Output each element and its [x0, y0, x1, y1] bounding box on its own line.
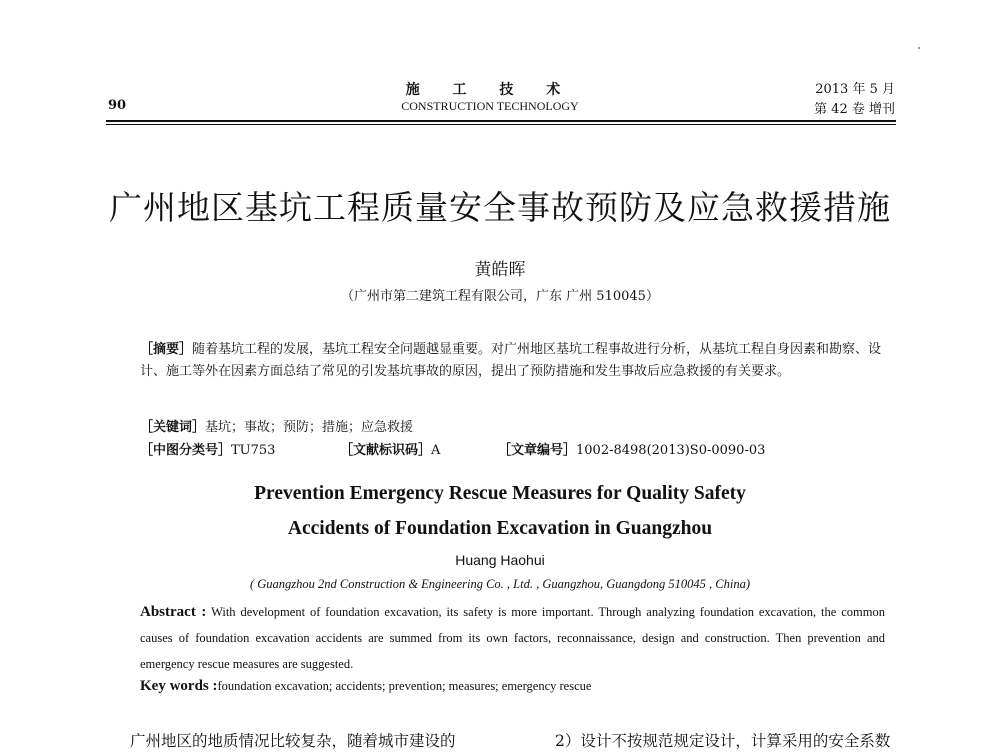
body-text-right-column: 2）设计不按规范规定设计，计算采用的安全系数 — [555, 732, 891, 750]
clc-value: TU753 — [231, 443, 276, 458]
abstract-en-label: Abstract : — [140, 604, 207, 620]
keywords-en-label: Key words : — [140, 678, 218, 694]
clc-label: ［中图分类号］ — [140, 443, 232, 458]
article-title-en — [0, 476, 1000, 546]
author-name-en: Huang Haohui — [455, 552, 545, 568]
keywords-en — [140, 678, 591, 695]
keywords-cn-label: ［关键词］ — [140, 420, 206, 435]
affiliation-en: ( Guangzhou 2nd Construction & Engineering Co. , Ltd. , Guangzhou, Guangdong 510045 , China) — [249, 577, 750, 591]
volume-info: 第 42 卷 增刊 — [814, 102, 895, 117]
title-en-line-1: Prevention Emergency Rescue Measures for Quality Safety — [254, 483, 746, 504]
speck-mark — [918, 47, 920, 49]
title-en-line-2: Accidents of Foundation Excavation in Guangzhou — [287, 518, 713, 539]
clc-number — [140, 439, 275, 458]
keywords-cn — [140, 416, 413, 435]
header-rule-thin — [106, 124, 896, 125]
author-name-cn: 黄皓晖 — [474, 260, 526, 280]
abstract-cn — [140, 339, 885, 383]
abstract-cn-label: ［摘要］ — [140, 342, 193, 357]
keywords-cn-text: 基坑；事故；预防；措施；应急救援 — [205, 420, 414, 435]
keywords-en-text: foundation excavation; accidents; prevention; measures; emergency rescue — [217, 679, 592, 693]
journal-title-en: CONSTRUCTION TECHNOLOGY — [401, 99, 579, 113]
abstract-en — [140, 599, 885, 677]
article-title-cn: 广州地区基坑工程质量安全事故预防及应急救援措施 — [109, 188, 891, 227]
article-no-label: ［文章编号］ — [498, 443, 577, 458]
page-number: 90 — [108, 98, 127, 113]
document-code — [340, 439, 440, 458]
header-rule-thick — [106, 120, 896, 122]
article-no-value: 1002-8498(2013)S0-0090-03 — [576, 443, 766, 458]
affiliation-cn: （广州市第二建筑工程有限公司，广东 广州 510045） — [341, 289, 659, 304]
journal-title-cn: 施 工 技 术 — [405, 82, 575, 98]
body-text-left-column: 广州地区的地质情况比较复杂，随着城市建设的 — [130, 732, 456, 750]
issue-date: 2013 年 5 月 — [815, 82, 895, 97]
article-number — [498, 439, 765, 458]
doc-code-value: A — [431, 443, 441, 458]
doc-code-label: ［文献标识码］ — [340, 443, 432, 458]
abstract-cn-text: 随着基坑工程的发展，基坑工程安全问题越显重要。对广州地区基坑工程事故进行分析，从基坑工程自身因素和勘察、设计、施工等外在因素方面总结了常见的引发基坑事故的原因，提出了预防措施和发生事故后应急救援的有关要求。 — [140, 342, 882, 379]
abstract-en-text: With development of foundation excavation, its safety is more important. Through analyzing foundation excavation, the common causes of foundation excavation accidents are summed from its own factors, reconnaissance, design and construction. Then prevention and emergency rescue measures are suggested. — [140, 605, 885, 671]
